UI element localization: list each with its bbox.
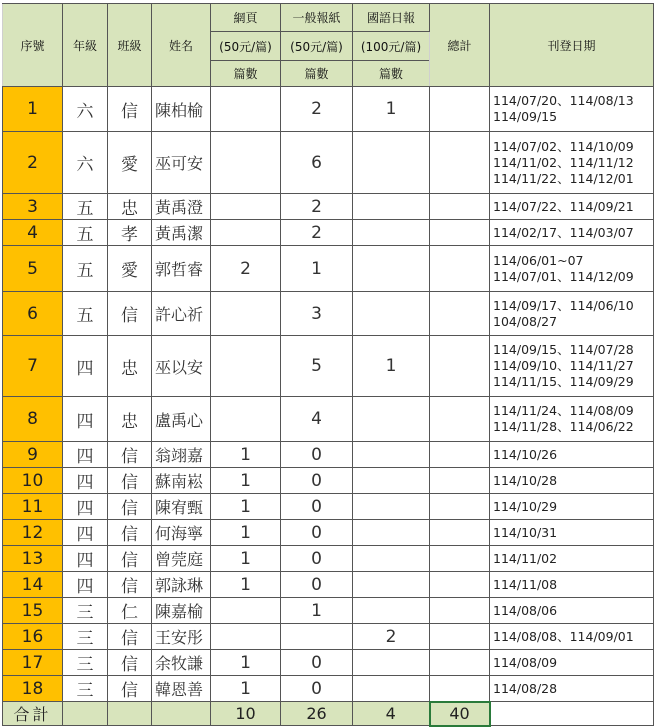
name-cell: 巫以安 [152,336,211,397]
seq-cell: 8 [3,397,63,442]
row-total-cell [430,520,490,546]
web-count-cell: 1 [211,676,281,702]
dates-cell [490,397,654,442]
class-cell: 信 [108,650,152,676]
seq-cell: 16 [3,624,63,650]
newspaper-count-cell: 0 [281,676,353,702]
dates-cell [490,132,654,194]
name-cell: 余牧謙 [152,650,211,676]
seq-cell: 13 [3,546,63,572]
grand-total-cell[interactable]: 40 [430,702,490,726]
date-line: 114/11/22、114/12/01 [493,170,634,186]
mandarin-count-cell: 1 [353,336,430,397]
name-cell: 陳柏榆 [152,87,211,132]
web-count-cell: 1 [211,442,281,468]
row-total-cell [430,292,490,336]
table-row [3,546,654,572]
grade-cell: 四 [63,468,108,494]
dates-cell [490,520,654,546]
name-cell: 翁翊嘉 [152,442,211,468]
totals-blank [108,702,152,726]
name-cell: 盧禹心 [152,397,211,442]
date-line: 114/10/28 [493,472,558,488]
web-count-cell [211,292,281,336]
date-line: 114/11/28、114/06/22 [493,419,634,434]
newspaper-count-cell: 1 [281,598,353,624]
name-cell: 陳宥甄 [152,494,211,520]
web-count-cell: 1 [211,650,281,676]
table-row [3,246,654,292]
dates-cell [490,468,654,494]
row-total-cell [430,442,490,468]
date-line: 114/11/15、114/09/29 [493,374,634,389]
grade-cell: 四 [63,494,108,520]
row-total-cell [430,246,490,292]
date-line: 114/02/17、114/03/07 [493,224,634,240]
class-cell: 忠 [108,397,152,442]
dates-cell [490,598,654,624]
dates-cell [490,624,654,650]
mandarin-count-cell: 2 [353,624,430,650]
grade-cell: 三 [63,650,108,676]
seq-cell: 18 [3,676,63,702]
web-count-cell [211,194,281,220]
newspaper-count-cell: 5 [281,336,353,397]
newspaper-count-cell: 2 [281,194,353,220]
table-row [3,442,654,468]
row-total-cell [430,546,490,572]
mandarin-count-cell [353,572,430,598]
table-row [3,292,654,336]
table-row [3,572,654,598]
table-row [3,220,654,246]
seq-cell: 7 [3,336,63,397]
seq-cell: 10 [3,468,63,494]
newspaper-count-cell [281,624,353,650]
row-total-cell [430,397,490,442]
header-web: 網頁 [211,4,281,32]
table-row [3,397,654,442]
date-line: 114/09/15、114/07/28 [493,342,634,357]
class-cell: 忠 [108,336,152,397]
class-cell: 信 [108,468,152,494]
row-total-cell [430,624,490,650]
newspaper-count-cell: 4 [281,397,353,442]
header-mandarin-price: (100元/篇) [353,32,430,61]
seq-cell: 14 [3,572,63,598]
name-cell: 蘇南崧 [152,468,211,494]
date-line: 114/08/28 [493,680,558,696]
table-row [3,520,654,546]
row-total-cell [430,194,490,220]
table-row [3,194,654,220]
mandarin-count-cell [353,397,430,442]
date-line: 114/09/17、114/06/10 [493,297,634,313]
dates-cell [490,220,654,246]
class-cell: 信 [108,87,152,132]
row-total-cell [430,572,490,598]
dates-cell [490,572,654,598]
grade-cell: 四 [63,572,108,598]
table-row [3,494,654,520]
dates-cell [490,546,654,572]
totals-web: 10 [211,702,281,726]
dates-cell [490,246,654,292]
table-row [3,87,654,132]
dates-cell [490,292,654,336]
name-cell: 黃禹潔 [152,220,211,246]
seq-cell: 4 [3,220,63,246]
mandarin-count-cell [353,598,430,624]
header-mandarin-daily: 國語日報 [353,4,430,32]
class-cell: 忠 [108,194,152,220]
web-count-cell [211,598,281,624]
table-row [3,132,654,194]
dates-cell [490,194,654,220]
name-cell: 郭哲睿 [152,246,211,292]
name-cell: 曾莞庭 [152,546,211,572]
date-line: 114/11/24、114/08/09 [493,403,634,418]
web-count-cell [211,397,281,442]
web-count-cell: 1 [211,494,281,520]
name-cell: 黃禹澄 [152,194,211,220]
table-row [3,336,654,397]
header-total: 總計 [430,4,490,87]
totals-row [3,702,654,726]
name-cell: 巫可安 [152,132,211,194]
class-cell: 信 [108,572,152,598]
date-line: 114/11/02 [493,550,558,566]
row-total-cell [430,598,490,624]
name-cell: 韓恩善 [152,676,211,702]
seq-cell: 3 [3,194,63,220]
class-cell: 信 [108,546,152,572]
newspaper-count-cell: 2 [281,220,353,246]
seq-cell: 9 [3,442,63,468]
grade-cell: 五 [63,220,108,246]
class-cell: 孝 [108,220,152,246]
class-cell: 信 [108,624,152,650]
mandarin-count-cell [353,292,430,336]
name-cell: 何海寧 [152,520,211,546]
web-count-cell: 1 [211,520,281,546]
web-count-cell: 2 [211,246,281,292]
date-line: 114/11/02、114/11/12 [493,154,634,170]
date-line: 114/10/29 [493,498,558,514]
totals-newspaper: 26 [281,702,353,726]
newspaper-count-cell: 0 [281,468,353,494]
row-total-cell [430,336,490,397]
seq-cell: 15 [3,598,63,624]
dates-cell [490,336,654,397]
grade-cell: 四 [63,546,108,572]
row-total-cell [430,87,490,132]
table-row [3,624,654,650]
row-total-cell [430,494,490,520]
mandarin-count-cell [353,468,430,494]
newspaper-count-cell: 0 [281,442,353,468]
table-row [3,650,654,676]
publication-table [2,3,654,727]
date-line: 114/08/06 [493,602,558,618]
dates-cell [490,650,654,676]
web-count-cell: 1 [211,572,281,598]
header-newspaper-count: 篇數 [281,61,353,87]
seq-cell: 5 [3,246,63,292]
class-cell: 信 [108,292,152,336]
header-web-count: 篇數 [211,61,281,87]
header-class: 班級 [108,4,152,87]
row-total-cell [430,220,490,246]
seq-cell: 1 [3,87,63,132]
class-cell: 仁 [108,598,152,624]
seq-cell: 12 [3,520,63,546]
class-cell: 愛 [108,246,152,292]
newspaper-count-cell: 0 [281,494,353,520]
seq-cell: 11 [3,494,63,520]
class-cell: 信 [108,520,152,546]
newspaper-count-cell: 3 [281,292,353,336]
web-count-cell: 1 [211,468,281,494]
mandarin-count-cell [353,650,430,676]
web-count-cell: 1 [211,546,281,572]
newspaper-count-cell: 2 [281,87,353,132]
totals-mandarin: 4 [353,702,430,726]
totals-blank [152,702,211,726]
header-grade: 年級 [63,4,108,87]
mandarin-count-cell [353,520,430,546]
web-count-cell [211,87,281,132]
grade-cell: 四 [63,336,108,397]
grade-cell: 五 [63,292,108,336]
header-name: 姓名 [152,4,211,87]
newspaper-count-cell: 0 [281,650,353,676]
grade-cell: 三 [63,624,108,650]
web-count-cell [211,336,281,397]
name-cell: 許心祈 [152,292,211,336]
row-total-cell [430,650,490,676]
class-cell: 信 [108,494,152,520]
header-seq: 序號 [3,4,63,87]
header-newspaper-price: (50元/篇) [281,32,353,61]
header-web-price: (50元/篇) [211,32,281,61]
mandarin-count-cell [353,194,430,220]
grade-cell: 三 [63,598,108,624]
date-line: 114/06/01~07 [493,252,584,268]
name-cell: 王安彤 [152,624,211,650]
grade-cell: 五 [63,246,108,292]
date-line: 104/08/27 [493,313,558,329]
row-total-cell [430,132,490,194]
grade-cell: 六 [63,87,108,132]
class-cell: 信 [108,676,152,702]
date-line: 114/07/22、114/09/21 [493,198,634,214]
header-mandarin-count: 篇數 [353,61,430,87]
header-dates: 刊登日期 [490,4,654,87]
web-count-cell [211,220,281,246]
date-line: 114/10/26 [493,446,558,462]
grade-cell: 四 [63,397,108,442]
name-cell: 郭詠琳 [152,572,211,598]
grade-cell: 四 [63,520,108,546]
header-row-1 [3,4,654,32]
web-count-cell [211,132,281,194]
date-line: 114/09/15 [493,109,558,124]
mandarin-count-cell [353,494,430,520]
mandarin-count-cell [353,132,430,194]
totals-label: 合計 [3,702,63,726]
seq-cell: 2 [3,132,63,194]
newspaper-count-cell: 6 [281,132,353,194]
mandarin-count-cell [353,546,430,572]
class-cell: 愛 [108,132,152,194]
date-line: 114/07/01、114/12/09 [493,268,634,284]
grade-cell: 五 [63,194,108,220]
name-cell: 陳嘉榆 [152,598,211,624]
date-line: 114/09/10、114/11/27 [493,358,634,373]
mandarin-count-cell [353,220,430,246]
date-line: 114/11/08 [493,576,558,592]
dates-cell [490,87,654,132]
newspaper-count-cell: 0 [281,572,353,598]
seq-cell: 6 [3,292,63,336]
mandarin-count-cell [353,246,430,292]
grade-cell: 六 [63,132,108,194]
header-newspaper: 一般報紙 [281,4,353,32]
dates-cell [490,442,654,468]
row-total-cell [430,468,490,494]
newspaper-count-cell: 0 [281,546,353,572]
dates-cell [490,494,654,520]
class-cell: 信 [108,442,152,468]
totals-dates-blank [490,702,654,726]
date-line: 114/07/20、114/08/13 [493,93,634,108]
mandarin-count-cell [353,442,430,468]
table-row [3,468,654,494]
grade-cell: 四 [63,442,108,468]
date-line: 114/10/31 [493,524,558,540]
web-count-cell [211,624,281,650]
date-line: 114/08/08、114/09/01 [493,628,634,644]
date-line: 114/08/09 [493,654,558,670]
newspaper-count-cell: 1 [281,246,353,292]
table-row [3,598,654,624]
totals-blank [63,702,108,726]
grade-cell: 三 [63,676,108,702]
seq-cell: 17 [3,650,63,676]
mandarin-count-cell: 1 [353,87,430,132]
newspaper-count-cell: 0 [281,520,353,546]
date-line: 114/07/02、114/10/09 [493,138,634,154]
